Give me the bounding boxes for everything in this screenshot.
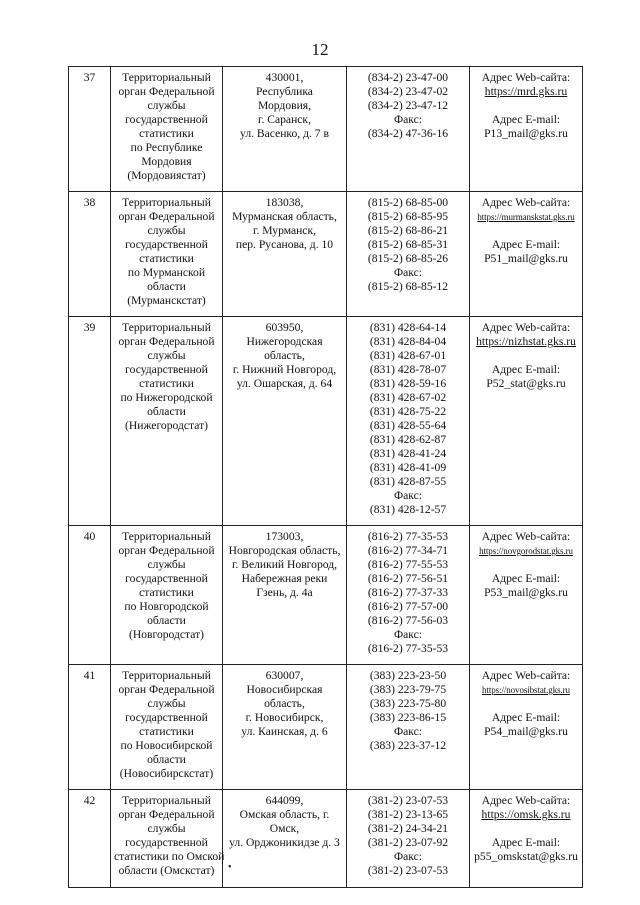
name-line: области [147, 405, 186, 418]
address-line: Новосибирская [246, 683, 323, 696]
phones-line: Факс: [393, 850, 423, 863]
phones-line: (816-2) 77-56-51 [367, 572, 449, 585]
name-line: (Мурманскстат) [127, 294, 206, 307]
phones-line: (383) 223-79-75 [369, 683, 447, 696]
phones-line: (831) 428-55-64 [369, 419, 447, 432]
address-line: Набережная реки [241, 572, 328, 585]
name-line: области [147, 753, 186, 766]
name-line: по Нижегородской [120, 391, 213, 404]
web-label: Адрес Web-сайта: [481, 794, 571, 807]
name-line: по Республике [130, 141, 203, 154]
phones-line: (831) 428-12-57 [369, 503, 447, 516]
address-line: 630007, [265, 669, 304, 682]
name-line: службы [147, 99, 186, 112]
name-line: статистики по Омской [114, 850, 225, 863]
address-line: Новгородская область, [228, 544, 341, 557]
phones-line: (816-2) 77-35-53 [367, 530, 449, 543]
name-line: по Новосибирской [120, 739, 213, 752]
email-address: p55_omskstat@gks.ru [474, 850, 578, 863]
phones-line: (383) 223-23-50 [369, 669, 447, 682]
email-address: P51_mail@gks.ru [484, 252, 568, 265]
phones-line: Факс: [393, 725, 423, 738]
address-line: область, [264, 349, 305, 362]
phone-fax-cell [347, 790, 470, 888]
postal-address-cell [223, 665, 347, 790]
email-label: Адрес E-mail: [491, 836, 561, 849]
phones-line: (831) 428-78-07 [369, 363, 447, 376]
address-line: Нижегородская [246, 335, 323, 348]
name-line: по Мурманской [127, 266, 206, 279]
phones-line: (816-2) 77-37-33 [367, 586, 449, 599]
email-label: Адрес E-mail: [491, 238, 561, 251]
name-line: орган Федеральной [118, 85, 215, 98]
name-line: области [147, 280, 186, 293]
name-line: Территориальный [122, 530, 211, 543]
address-line: Республика [256, 85, 313, 98]
web-email-cell [470, 526, 583, 665]
name-line: орган Федеральной [118, 683, 215, 696]
name-line: Территориальный [122, 321, 211, 334]
organization-name-cell [111, 526, 223, 665]
name-line: Мордовия [141, 155, 192, 168]
name-line: государственной [125, 113, 208, 126]
address-line: ул. Орджоникидзе д. 3 [229, 836, 340, 849]
name-line: статистики [139, 252, 194, 265]
name-line: орган Федеральной [118, 210, 215, 223]
phones-line: (815-2) 68-85-00 [367, 196, 449, 209]
website-link[interactable]: https://novgorodstat.gks.ru [479, 546, 573, 556]
web-email-cell [470, 192, 583, 317]
name-line: Территориальный [122, 71, 211, 84]
phones-line: Факс: [393, 113, 423, 126]
phones-line: (831) 428-75-22 [369, 405, 447, 418]
phone-fax-cell [347, 665, 470, 790]
name-line: области (Омскстат) [118, 864, 215, 877]
name-line: государственной [125, 711, 208, 724]
organization-name-cell [111, 317, 223, 526]
email-address: P13_mail@gks.ru [484, 127, 568, 140]
address-line: Мордовия, [257, 99, 312, 112]
phones-line: (831) 428-84-04 [369, 335, 447, 348]
table-row [69, 665, 583, 790]
phones-line: (834-2) 23-47-02 [367, 85, 449, 98]
website-link[interactable]: https://mrd.gks.ru [484, 85, 568, 98]
address-line: Омская область, г. [239, 808, 330, 821]
postal-address-cell [223, 526, 347, 665]
phones-line: (383) 223-37-12 [369, 739, 447, 752]
name-line: (Новосибирскстат) [119, 767, 214, 780]
email-label: Адрес E-mail: [491, 572, 561, 585]
row-number: 37 [69, 67, 111, 192]
phones-line: (383) 223-75-80 [369, 697, 447, 710]
name-line: статистики [139, 586, 194, 599]
postal-address-cell [223, 790, 347, 888]
email-address: P52_stat@gks.ru [486, 377, 566, 390]
phones-line: (831) 428-41-24 [369, 447, 447, 460]
address-line: ул. Ошарская, д. 64 [236, 377, 333, 390]
name-line: статистики [139, 127, 194, 140]
name-line: области [147, 614, 186, 627]
address-line: 173003, [265, 530, 304, 543]
name-line: Территориальный [122, 669, 211, 682]
name-line: Территориальный [122, 196, 211, 209]
phones-line: (815-2) 68-86-21 [367, 224, 449, 237]
address-line: Омск, [269, 822, 300, 835]
row-number: 42 [69, 790, 111, 888]
phones-line: (816-2) 77-34-71 [367, 544, 449, 557]
phone-fax-cell [347, 67, 470, 192]
phones-line: (381-2) 23-13-65 [367, 808, 449, 821]
name-line: государственной [125, 836, 208, 849]
organization-name-cell [111, 192, 223, 317]
row-number: 39 [69, 317, 111, 526]
phones-line: (834-2) 47-36-16 [367, 127, 449, 140]
name-line: службы [147, 822, 186, 835]
address-line: г. Мурманск, [253, 224, 316, 237]
postal-address-cell [223, 317, 347, 526]
name-line: государственной [125, 572, 208, 585]
phone-fax-cell [347, 526, 470, 665]
table-row [69, 317, 583, 526]
name-line: службы [147, 349, 186, 362]
table-row [69, 790, 583, 888]
name-line: государственной [125, 363, 208, 376]
phones-line: Факс: [393, 489, 423, 502]
table-row [69, 67, 583, 192]
phones-line: (381-2) 23-07-92 [367, 836, 449, 849]
phones-line: (831) 428-67-02 [369, 391, 447, 404]
name-line: (Нижегородстат) [125, 419, 208, 432]
address-line: г. Нижний Новгород, [232, 363, 337, 376]
bullet-mark: • [228, 862, 232, 873]
phones-line: (815-2) 68-85-26 [367, 252, 449, 265]
web-label: Адрес Web-сайта: [481, 669, 571, 682]
row-number: 41 [69, 665, 111, 790]
name-line: статистики [139, 377, 194, 390]
address-line: г. Великий Новгород, [231, 558, 338, 571]
postal-address-cell [223, 67, 347, 192]
phones-line: Факс: [393, 628, 423, 641]
phones-line: (381-2) 24-34-21 [367, 822, 449, 835]
address-line: ул. Каинская, д. 6 [241, 725, 328, 738]
web-email-cell [470, 67, 583, 192]
phones-line: (816-2) 77-56-03 [367, 614, 449, 627]
address-line: г. Новосибирск, [245, 711, 324, 724]
web-label: Адрес Web-сайта: [481, 321, 571, 334]
email-label: Адрес E-mail: [491, 113, 561, 126]
phones-line: (815-2) 68-85-95 [367, 210, 449, 223]
table-row [69, 192, 583, 317]
address-line: 644099, [265, 794, 304, 807]
phones-line: (831) 428-64-14 [369, 321, 447, 334]
website-link[interactable]: https://omsk.gks.ru [481, 808, 571, 821]
row-number: 38 [69, 192, 111, 317]
name-line: Территориальный [122, 794, 211, 807]
phones-line: (834-2) 23-47-12 [367, 99, 449, 112]
web-label: Адрес Web-сайта: [481, 196, 571, 209]
email-address: P54_mail@gks.ru [484, 725, 568, 738]
address-line: 183038, [265, 196, 304, 209]
web-email-cell [470, 790, 583, 888]
phones-line: (815-2) 68-85-31 [367, 238, 449, 251]
page-number: 12 [311, 40, 329, 59]
table-row [69, 526, 583, 665]
organization-name-cell [111, 67, 223, 192]
name-line: службы [147, 224, 186, 237]
name-line: государственной [125, 238, 208, 251]
row-number: 40 [69, 526, 111, 665]
address-line: область, [264, 697, 305, 710]
name-line: статистики [139, 725, 194, 738]
contacts-table [68, 66, 583, 888]
email-label: Адрес E-mail: [491, 711, 561, 724]
address-line: Гзень, д. 4а [256, 586, 313, 599]
address-line: пер. Русанова, д. 10 [235, 238, 334, 251]
name-line: орган Федеральной [118, 808, 215, 821]
name-line: (Новгородстат) [128, 628, 205, 641]
address-line: ул. Васенко, д. 7 в [240, 127, 329, 140]
postal-address-cell [223, 192, 347, 317]
website-link[interactable]: https://nizhstat.gks.ru [476, 335, 576, 348]
web-label: Адрес Web-сайта: [481, 71, 571, 84]
phones-line: (383) 223-86-15 [369, 711, 447, 724]
email-address: P53_mail@gks.ru [484, 586, 568, 599]
phones-line: (831) 428-59-16 [369, 377, 447, 390]
address-line: г. Саранск, [258, 113, 311, 126]
organization-name-cell [111, 790, 223, 888]
phones-line: (831) 428-62-87 [369, 433, 447, 446]
name-line: орган Федеральной [118, 335, 215, 348]
organization-name-cell [111, 665, 223, 790]
phones-line: (816-2) 77-55-53 [367, 558, 449, 571]
contacts-table-body [69, 67, 583, 888]
web-email-cell [470, 665, 583, 790]
phone-fax-cell [347, 317, 470, 526]
phones-line: (381-2) 23-07-53 [367, 794, 449, 807]
phones-line: (831) 428-41-09 [369, 461, 447, 474]
name-line: (Мордовиястат) [127, 169, 206, 182]
web-email-cell [470, 317, 583, 526]
name-line: службы [147, 697, 186, 710]
phones-line: (816-2) 77-35-53 [367, 642, 449, 655]
website-link[interactable]: https://murmanskstat.gks.ru [477, 212, 575, 222]
web-label: Адрес Web-сайта: [481, 530, 571, 543]
phones-line: (834-2) 23-47-00 [367, 71, 449, 84]
phones-line: (831) 428-67-01 [369, 349, 447, 362]
phones-line: (831) 428-87-55 [369, 475, 447, 488]
phones-line: (815-2) 68-85-12 [367, 280, 449, 293]
address-line: 603950, [265, 321, 304, 334]
address-line: 430001, [265, 71, 304, 84]
phones-line: (381-2) 23-07-53 [367, 864, 449, 877]
website-link[interactable]: https://novosibstat.gks.ru [482, 685, 570, 695]
name-line: орган Федеральной [118, 544, 215, 557]
email-label: Адрес E-mail: [491, 363, 561, 376]
phone-fax-cell [347, 192, 470, 317]
name-line: по Новгородской [124, 600, 209, 613]
phones-line: Факс: [393, 266, 423, 279]
address-line: Мурманская область, [232, 210, 337, 223]
phones-line: (816-2) 77-57-00 [367, 600, 449, 613]
name-line: службы [147, 558, 186, 571]
